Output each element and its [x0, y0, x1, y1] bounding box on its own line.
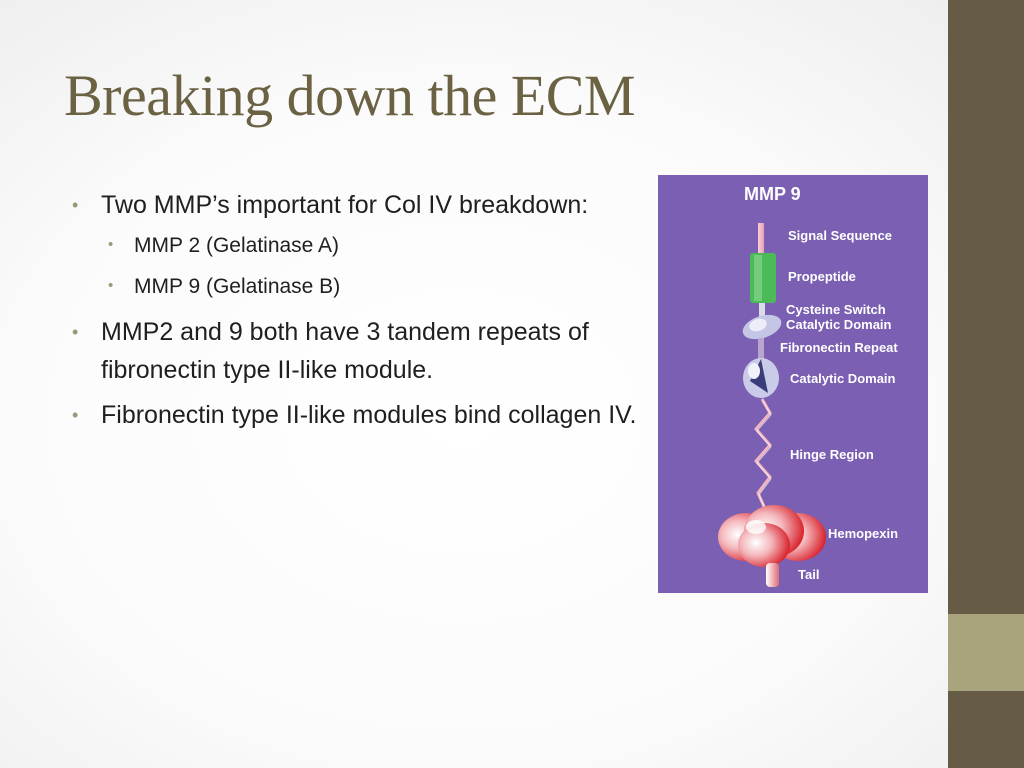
- label-signal-sequence: Signal Sequence: [788, 228, 893, 243]
- signal-sequence-shape: [758, 223, 764, 253]
- label-hemopexin: Hemopexin: [828, 526, 899, 541]
- bullet-text: MMP2 and 9 both have 3 tandem repeats of fibronectin type II-like module.: [101, 318, 589, 384]
- propeptide-shape: [750, 253, 776, 303]
- label-fibronectin-repeat: Fibronectin Repeat: [780, 340, 898, 355]
- sub-bullet-item: [72, 231, 642, 261]
- diagram-title: MMP 9: [744, 184, 801, 204]
- bullet-text: MMP 2 (Gelatinase A): [134, 234, 340, 257]
- bullet-icon: •: [72, 195, 79, 215]
- bullet-item: [72, 186, 642, 224]
- mmp9-diagram: [658, 175, 928, 593]
- bullet-text: Fibronectin type II-like modules bind collagen IV.: [101, 401, 637, 429]
- bullet-text: Two MMP’s important for Col IV breakdown:: [101, 191, 589, 219]
- label-catalytic-domain: Catalytic Domain: [786, 317, 892, 332]
- label-cysteine-switch: Cysteine Switch: [786, 302, 886, 317]
- bullet-item: [72, 396, 642, 434]
- label-tail: Tail: [798, 567, 820, 582]
- slide-title: Breaking down the ECM: [64, 63, 636, 128]
- bullet-icon: •: [72, 405, 79, 425]
- sidebar-accent-block: [948, 614, 1024, 691]
- bullet-icon: •: [108, 277, 114, 294]
- bullet-text: MMP 9 (Gelatinase B): [134, 275, 341, 298]
- label-hinge-region: Hinge Region: [790, 447, 874, 462]
- label-catalytic-domain: Catalytic Domain: [790, 371, 896, 386]
- bullet-icon: •: [72, 322, 79, 342]
- bullet-list: [72, 186, 642, 441]
- sub-bullet-item: [72, 272, 642, 302]
- bullet-icon: •: [108, 236, 114, 253]
- label-propeptide: Propeptide: [788, 269, 856, 284]
- bullet-item: [72, 313, 642, 389]
- tail-shape: [766, 563, 779, 587]
